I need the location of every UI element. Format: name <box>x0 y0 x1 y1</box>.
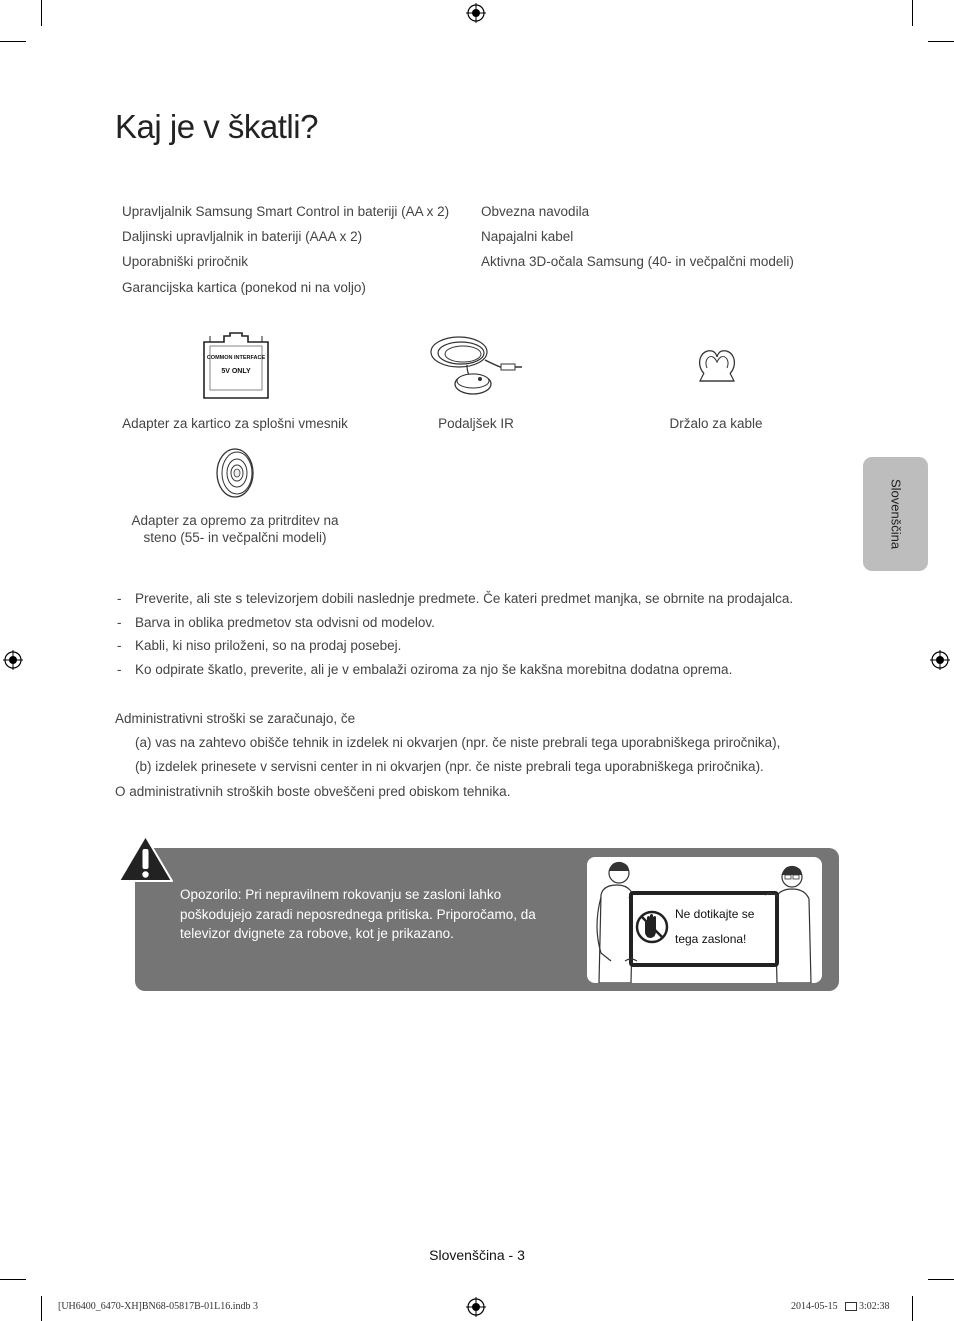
list-item: Uporabniški priročnik <box>122 254 249 269</box>
wall-mount-adapter-icon <box>214 447 256 499</box>
note-item: Barva in oblika predmetov sta odvisni od modelov. <box>135 615 435 630</box>
registration-mark-icon <box>3 650 23 670</box>
ci-card-adapter-icon <box>198 330 274 402</box>
accessory-caption: steno (55- in večpalčni modeli) <box>143 530 327 545</box>
list-item: Napajalni kabel <box>481 229 574 244</box>
tv-warning-line1: Ne dotikajte se <box>675 907 755 921</box>
admin-outro: O administrativnih stroških boste obveščeni pred obiskom tehnika. <box>115 784 511 799</box>
admin-case-b: (b) izdelek prinesete v servisni center in ni okvarjen (npr. če niste prebrali tega uporabniškega priročnika). <box>135 759 764 774</box>
tv-warning-line2: tega zaslona! <box>675 932 747 946</box>
print-file-info: [UH6400_6470-XH]BN68-05817B-01L16.indb 3 <box>58 1301 258 1312</box>
people-holding-tv-icon <box>587 857 822 983</box>
crop-mark <box>912 0 913 26</box>
accessory-caption: Podaljšek IR <box>438 416 514 431</box>
side-tab-label: Slovenščina <box>888 478 903 550</box>
cable-holder-icon <box>694 343 740 389</box>
crop-mark <box>928 41 954 42</box>
warning-label: Opozorilo <box>180 887 238 902</box>
note-item: Ko odpirate škatlo, preverite, ali je v embalaži oziroma za njo še kakšna morebitna dodatna oprema. <box>135 662 733 677</box>
print-glyph-icon <box>845 1302 857 1311</box>
print-date: 2014-05-15 <box>791 1301 838 1312</box>
ci-label-line2: 5V ONLY <box>221 368 251 375</box>
registration-mark-icon <box>930 650 950 670</box>
crop-mark <box>912 1296 913 1321</box>
crop-mark <box>41 1296 42 1321</box>
page-footer: Slovenščina - 3 <box>429 1247 525 1263</box>
note-item: Preverite, ali ste s televizorjem dobili naslednje predmete. Če kateri predmet manjka, se obrnite na prodajalca. <box>135 591 794 606</box>
warning-body: : Pri nepravilnem rokovanju se zasloni lahko poškodujejo zaradi neposrednega pritiska. Priporočamo, da televizor dvignete za robove, kot je prikazano. <box>180 887 536 941</box>
language-side-tab <box>863 457 928 571</box>
crop-mark <box>0 41 26 42</box>
ir-extender-cable-icon <box>427 330 525 398</box>
registration-mark-icon <box>466 3 486 23</box>
note-bullet: - <box>117 615 122 630</box>
crop-mark <box>928 1279 954 1280</box>
list-item: Aktivna 3D-očala Samsung (40- in večpalčni modeli) <box>481 254 794 269</box>
list-item: Upravljalnik Samsung Smart Control in bateriji (AA x 2) <box>122 204 450 219</box>
list-item: Daljinski upravljalnik in bateriji (AAA x 2) <box>122 229 363 244</box>
note-bullet: - <box>117 662 122 677</box>
print-time: 3:02:38 <box>859 1301 890 1312</box>
accessory-caption: Adapter za kartico za splošni vmesnik <box>122 416 348 431</box>
page-title: Kaj je v škatli? <box>115 108 318 145</box>
note-bullet: - <box>117 638 122 653</box>
list-item: Garancijska kartica (ponekod ni na voljo) <box>122 280 366 295</box>
admin-case-a: (a) vas na zahtevo obišče tehnik in izdelek ni okvarjen (npr. če niste prebrali tega uporabniškega priročnika), <box>135 735 781 750</box>
ci-label-line1: COMMON INTERFACE <box>206 355 266 361</box>
note-bullet: - <box>117 591 122 606</box>
registration-mark-icon <box>466 1297 486 1317</box>
crop-mark <box>0 1279 26 1280</box>
crop-mark <box>41 0 42 26</box>
tv-handling-illustration <box>587 857 822 983</box>
accessory-caption: Adapter za opremo za pritrditev na <box>131 513 339 528</box>
note-item: Kabli, ki niso priloženi, so na prodaj posebej. <box>135 638 402 653</box>
warning-text <box>180 885 575 944</box>
warning-triangle-icon <box>117 834 174 884</box>
admin-intro: Administrativni stroški se zaračunajo, če <box>115 711 356 726</box>
list-item: Obvezna navodila <box>481 204 590 219</box>
accessory-caption: Držalo za kable <box>669 416 763 431</box>
